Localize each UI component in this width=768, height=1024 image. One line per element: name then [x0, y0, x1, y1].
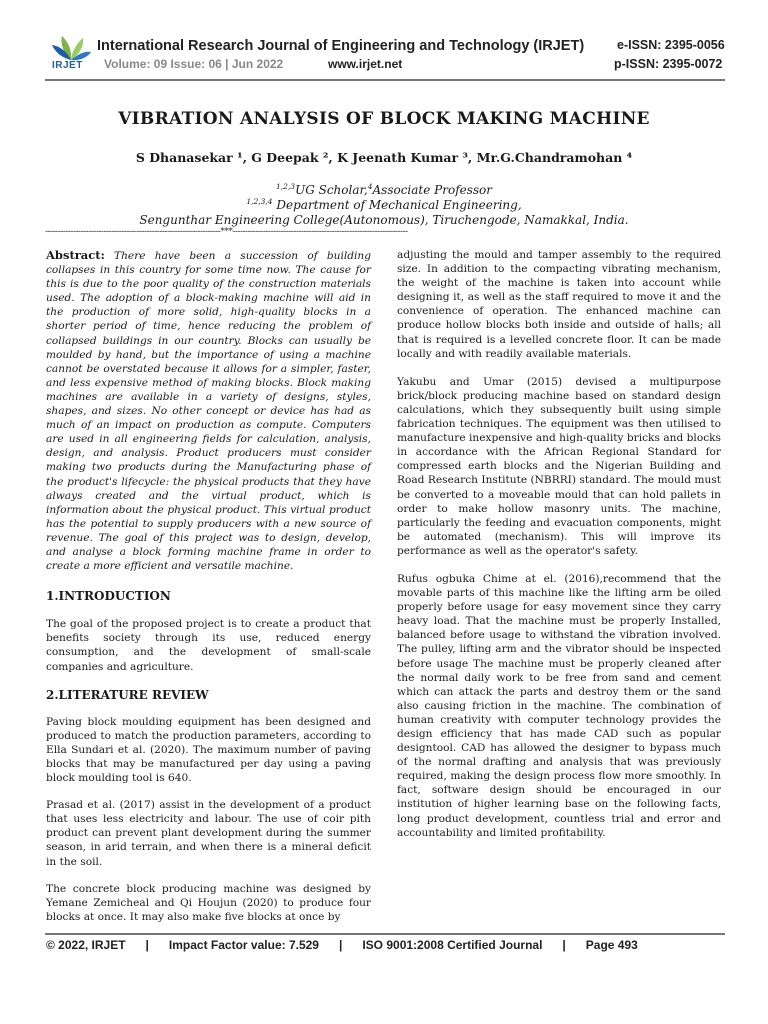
- footer-rule: [45, 933, 725, 935]
- aff-sup: 1,2,3: [275, 182, 296, 191]
- p-issn: p-ISSN: 2395-0072: [614, 57, 723, 71]
- affiliation-line-2: [0, 197, 768, 212]
- journal-name: International Research Journal of Engineering and Technology (IRJET): [97, 38, 585, 54]
- aff-role-a: UG Scholar,: [295, 183, 368, 197]
- paper-title: VIBRATION ANALYSIS OF BLOCK MAKING MACHINE: [118, 109, 650, 129]
- logo-text: IRJET: [52, 60, 83, 71]
- aff-department: Department of Mechanical Engineering,: [272, 198, 522, 212]
- aff-sup-2: 4: [367, 182, 373, 191]
- section-separator: ---------------------------------------------------------------------***---------------------------------------------------------------------: [45, 227, 408, 237]
- footer-divider: |: [562, 938, 566, 952]
- intro-text: The goal of the proposed project is to create a product that benefits society through its use, reduced energy consumption, and the development of small-scale companies and agriculture.: [46, 618, 371, 673]
- abstract-label: Abstract:: [46, 248, 105, 262]
- journal-website: www.irjet.net: [328, 57, 403, 71]
- journal-header: [0, 30, 768, 80]
- abstract-text: There have been a succession of building collapses in this country for some time now. The cause for this is due to the poor quality of the construction materials used. The adoption of a block-making machine will aid in the production of more solid, high-quality blocks in a shorter period of time, hence reducing the problem of collapsed buildings in our country. Blocks can usually be moulded by hand, but the importance of using a machine cannot be overstated because it allows for a simpler, faster, and less expensive method of making blocks. Block making machines are available in a variety of designs, styles, shapes, and sizes. No other concept or device has had as much of an impact on production as compute. Computers are used in all engineering fields for calculation, analysis, design, and analysis. Product producers must consider making two products during the Manufacturing phase of the product's lifecycle: the physical products that they have always created and the virtual product, which is information about the physical product. This virtual product has the potential to supply producers with a new source of revenue. The goal of this project was to design, develop, and analyse a block forming machine frame in order to create a more efficient and versatile machine.: [46, 250, 371, 573]
- paper-authors: S Dhanasekar ¹, G Deepak ², K Jeenath Kumar ³, Mr.G.Chandramohan ⁴: [135, 150, 633, 165]
- page-footer: [46, 938, 638, 952]
- e-issn: e-ISSN: 2395-0056: [617, 38, 725, 52]
- intro-heading: 1.INTRODUCTION: [46, 589, 171, 604]
- header-rule: [45, 79, 725, 81]
- aff-sup-3: 1,2,3,4: [246, 197, 273, 206]
- footer-divider: |: [338, 938, 343, 952]
- lit-paragraph-3: The concrete block producing machine was designed by Yemane Zemicheal and Qi Houjun (2020) to produce four blocks at once. It may also make five blocks at once by: [46, 882, 371, 923]
- footer-impact-factor: Impact Factor value: 7.529: [168, 938, 319, 952]
- left-column: [46, 248, 371, 924]
- right-column: [397, 248, 721, 840]
- affiliation-line-3: Sengunthar Engineering College(Autonomous), Tiruchengode, Namakkal, India.: [139, 213, 629, 227]
- aff-role-b: Associate Professor: [372, 183, 493, 197]
- footer-iso: ISO 9001:2008 Certified Journal: [362, 938, 543, 952]
- irjet-logo-icon: [50, 34, 92, 78]
- affiliation-line-1: [0, 182, 768, 197]
- lit-review-heading: 2.LITERATURE REVIEW: [46, 687, 209, 702]
- right-paragraph-1: adjusting the mould and tamper assembly to the required size. In addition to the compacting vibrating mechanism, the weight of the machine is taken into account while designing it, as well as the staff required to move it and the convenience of operation. The enhanced machine can produce hollow blocks both inside and outside of halls; all that is required is a levelled concrete floor. It can be made locally and with readily available materials.: [397, 249, 721, 360]
- lit-paragraph-2: Prasad et al. (2017) assist in the development of a product that uses less electricity and labour. The use of coir pith product can prevent plant development during the summer season, in arid terrain, and when there is a mineral deficit in the soil.: [46, 799, 371, 868]
- footer-divider: |: [145, 938, 149, 952]
- footer-page-number: Page 493: [585, 938, 638, 952]
- footer-copyright: © 2022, IRJET: [46, 938, 126, 952]
- lit-paragraph-1: Paving block moulding equipment has been designed and produced to match the production parameters, according to Ella Sundari et al. (2020). The maximum number of paving blocks that may be manufactured per day using a paving block moulding tool is 640.: [46, 715, 371, 785]
- right-paragraph-2: Yakubu and Umar (2015) devised a multipurpose brick/block producing machine based on standard design calculations, which they subsequently built using simple fabrication techniques. The equipment was then utilised to manufacture inexpensive and high-quality bricks and blocks in accordance with the African Regional Standard for compressed earth blocks and the Nigerian Building and Road Research Institute (NBRRI) standard. The mould must be converted to a moveable mould that can hold pallets in order to make hollow masonry units. The machine, particularly the feeding and evacuation components, might be automated (mechanism). This will improve its performance as well as the operator's safety.: [397, 375, 721, 557]
- volume-issue: Volume: 09 Issue: 06 | Jun 2022: [104, 57, 284, 71]
- right-paragraph-3: Rufus ogbuka Chime at el. (2016),recommend that the movable parts of this machine like the lifting arm be oiled properly before usage for easy movement since they carry heavy load. That the machine must be properly Installed, balanced before usage to withstand the vibration involved. The pulley, lifting arm and the vibrator should be inspected before usage The machine must be properly cleaned after the normal daily work to be free from sand and cement which can attack the parts and destroy them or the sand also causing friction in the machine. The combination of human creativity with computer technology provides the design efficiency that has made CAD such as popular designtool. CAD has allowed the designer to bypass much of the normal drafting and analysis that was previously required, making the design process flow more smoothly. In fact, software design should be encouraged in our institution of higher learning base on the following facts, long product development, countless trial and error and accountability and limited profitability.: [397, 572, 721, 839]
- abstract: [46, 248, 371, 573]
